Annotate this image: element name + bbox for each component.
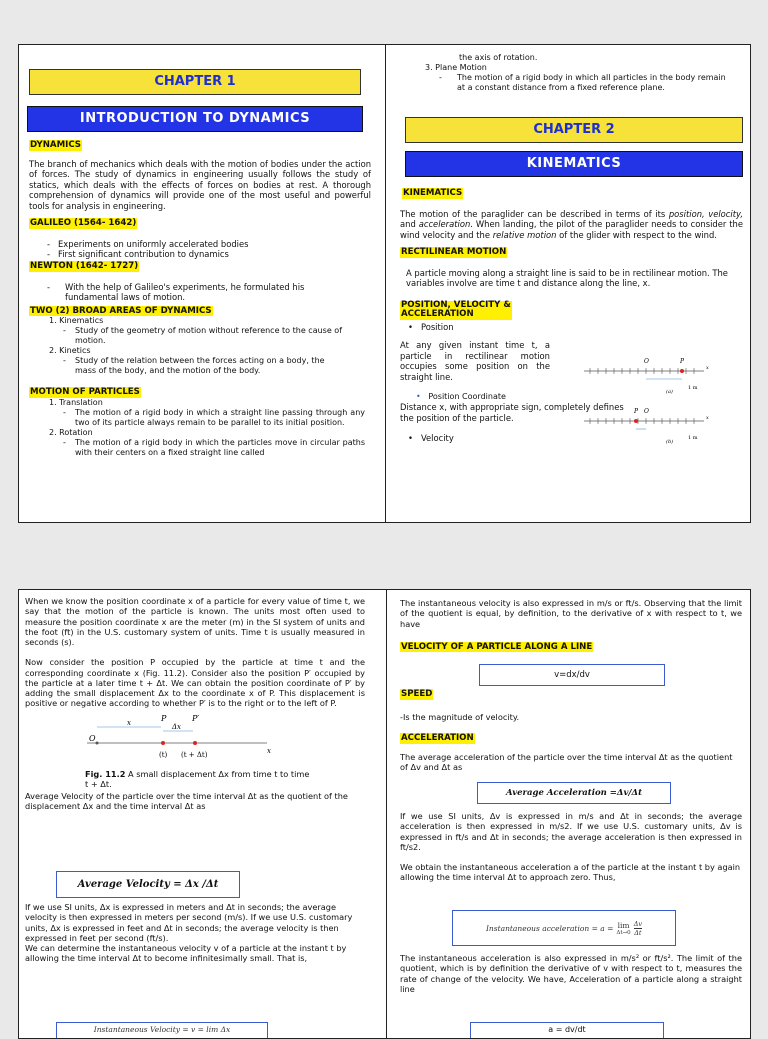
coordinate-text: Distance x, with appropriate sign, completely defines the position of the particle. [400,402,624,423]
list-item: - The motion of a rigid body in which the particles move in circular paths with their centers on a fixed straight line called [63,438,365,458]
column-divider [385,45,386,523]
bullet-position: • Position [408,321,454,332]
label-scale: 1 m [688,385,698,391]
paragraph: If we use SI units, Δx is expressed in meters and Δt in seconds; the average velocity is then expressed in meters per second (m/s). If we use U.S. customary units, Δx is expressed in feet and Δt in seconds; the average velocity is then expressed in feet per second (ft/s). [25,902,353,943]
page2-left-lower [25,902,365,964]
paragraph: Average Velocity of the particle over the time interval Δt as the quotient of the displacement Δx and the time interval Δt as [25,791,348,812]
label-p: P [161,713,167,723]
list-item: 1. Kinematics [49,316,104,326]
label-b: (b) [666,439,674,445]
label-o: O [644,358,649,365]
particle-p [161,741,165,745]
label-axis-x: x [267,746,271,755]
page2-right-mid [400,688,742,772]
rectilinear-text: A particle moving along a straight line is said to be in rectilinear motion. The variables involve are time t and distance along the line, x. [406,267,728,289]
position-text: At any given instant time t, a particle in rectilinear motion occupies some position on the straight line. [400,340,550,382]
paragraph: When we know the position coordinate x of a particle for every value of time t, we say that the motion of the particle is known. The units most often used to measure the position coordinate x are the meter (m) in the SI system of units and the foot (ft) in the U.S. customary system of units. Time t is usually measured in seconds (s). [25,596,365,647]
avg-acceleration-formula: Average Acceleration =Δv/Δt [477,782,671,804]
axis-rotation-cont: the axis of rotation. [459,53,538,62]
label-o: O [644,408,649,415]
displacement-figure [77,713,277,769]
chapter-2-title: KINEMATICS [405,151,743,177]
particle-marker [680,369,684,373]
page2-right-lower [400,811,742,883]
page1-left-body [29,139,371,458]
inst-velocity-formula: Instantaneous Velocity = v = lim Δx [56,1022,268,1039]
label-t: (t) [159,750,168,759]
number-line-a [584,358,709,395]
avg-velocity-formula: Average Velocity = Δx /Δt [56,871,240,898]
list-item: - The motion of a rigid body in which a straight line passing through any two of its particle always remain to be parallel to its initial position. [63,408,365,428]
label-p-prime: P′ [192,713,200,723]
page1-right-top [407,53,737,93]
chapter-1-title: INTRODUCTION TO DYNAMICS [27,106,363,132]
column-divider [386,590,387,1039]
acceleration-text: The average acceleration of the particle over the time interval Δt as the quotient of Δv and Δt as [400,751,733,772]
label-x: x [706,365,709,371]
particle-marker [634,419,638,423]
heading-galileo: GALILEO (1564- 1642) [30,218,137,229]
page-2 [18,589,751,1039]
heading-dynamics: DYNAMICS [30,140,81,150]
list-item: 2. Rotation [49,428,93,438]
list-item: - With the help of Galileo's experiments, he formulated his fundamental laws of motion. [47,281,305,303]
list-item: - The motion of a rigid body in which all particles in the body remain at a constant distance from a fixed reference plane. [439,73,726,92]
kinematics-text: The motion of the paraglider can be described in terms of its position, velocity, and acceleration. When landing, the pilot of the paraglider needs to consider the wind velocity and the relative motion of the glider with respect to the wind. [400,208,743,240]
label-scale: 1 m [688,435,698,441]
paragraph: The instantaneous velocity is also expressed in m/s or ft/s. Observing that the limit of the quotient is equal, by definition, to the derivative of x with respect to t, we have [400,598,742,629]
label-dx: Δx [172,722,182,731]
list-item: - Experiments on uniformly accelerated bodies [47,238,249,249]
label-x: x [127,718,131,727]
newton-list [47,282,371,303]
galileo-list [47,239,371,260]
page2-right-body [400,598,742,652]
heading-velocity-line: VELOCITY OF A PARTICLE ALONG A LINE [401,641,593,652]
page2-left-body [25,596,365,812]
speed-text: -Is the magnitude of velocity. [400,711,520,722]
chapter-1-label: CHAPTER 1 [29,69,361,95]
heading-rectilinear: RECTILINEAR MOTION [401,247,507,258]
paragraph: If we use SI units, Δv is expressed in m/s and Δt in seconds; the average acceleration is then expressed in m/s2. If we use U.S. customary units, Δv is expressed in ft/s and Δt in seconds; the average acceleration is then expressed in ft/s2. [400,811,742,852]
heading-kinematics: KINEMATICS [403,188,463,198]
position-figure [582,349,712,459]
list-item: - Study of the relation between the forces acting on a body, the mass of the body, and the motion of the body. [63,356,325,376]
motion-list [49,398,371,458]
heading-newton: NEWTON (1642- 1727) [30,260,139,271]
label-a: (a) [666,389,673,395]
page-1 [18,44,751,523]
chapter-2-label: CHAPTER 2 [405,117,743,143]
velocity-formula: v=dx/dv [479,664,665,686]
label-p: P [634,408,639,415]
page2-right-end [400,953,742,994]
paragraph: We can determine the instantaneous velocity v of a particle at the instant t by allowing the time interval Δt to become infinitesimally small. That is, [25,943,347,964]
figure-caption: Fig. 11.2 A small displacement Δx from time t to time t + Δt. [85,768,310,789]
origin-dot [96,741,99,744]
heading-motion-particles: MOTION OF PARTICLES [30,387,140,398]
label-x: x [706,415,709,421]
inst-acceleration-formula: Instantaneous acceleration = a = lim Δt→0 Δv Δt [452,910,676,946]
list-item: 2. Kinetics [49,346,91,356]
areas-list [49,316,371,376]
particle-p-prime [193,741,197,745]
list-item: 1. Translation [49,398,103,408]
bullet-position-coordinate: • Position Coordinate [416,392,506,402]
label-t-dt: (t + Δt) [181,750,208,759]
list-item: - Study of the geometry of motion without reference to the cause of motion. [63,326,343,346]
bullet-velocity: • Velocity [408,433,454,444]
heading-acceleration: ACCELERATION [401,732,474,743]
paragraph: The instantaneous acceleration is also expressed in m/s² or ft/s². The limit of the quotient, which is by definition the derivative of v with respect to t, measures the rate of change of the velocity. We have, Acceleration of a particle along a straight line [400,953,742,994]
heading-areas: TWO (2) BROAD AREAS OF DYNAMICS [30,305,212,316]
heading-pva: POSITION, VELOCITY & ACCELERATION [401,299,511,320]
list-item: 3. Plane Motion [425,63,487,72]
label-p: P [680,358,685,365]
dynamics-text: The branch of mechanics which deals with the motion of bodies under the action of forces. The study of dynamics in engineering usually follows the study of statics, which deals with the effects of forces on bodies at rest. A thorough comprehension of dynamics will provide one of the most useful and powerful tools for analysis in engineering. [29,158,371,211]
paragraph: Now consider the position P occupied by the particle at time t and the corresponding coordinate x (Fig. 11.2). Consider also the position P′ occupied by the particle at a later time t + Δt. We can obtain the position coordinate of P′ by adding the small displacement Δx to the coordinate x of P. This displacement is positive or negative according to whether P′ is to the right or to the left of P. [25,657,365,709]
heading-speed: SPEED [401,689,433,699]
label-o: O [89,733,96,743]
number-line-b [584,408,709,445]
list-item: - First significant contribution to dynamics [47,249,229,260]
final-acceleration-formula: a = dv/dt [470,1022,664,1039]
paragraph: We obtain the instantaneous acceleration a of the particle at the instant t by again allowing the time interval Δt to approach zero. Thus, [400,862,741,883]
